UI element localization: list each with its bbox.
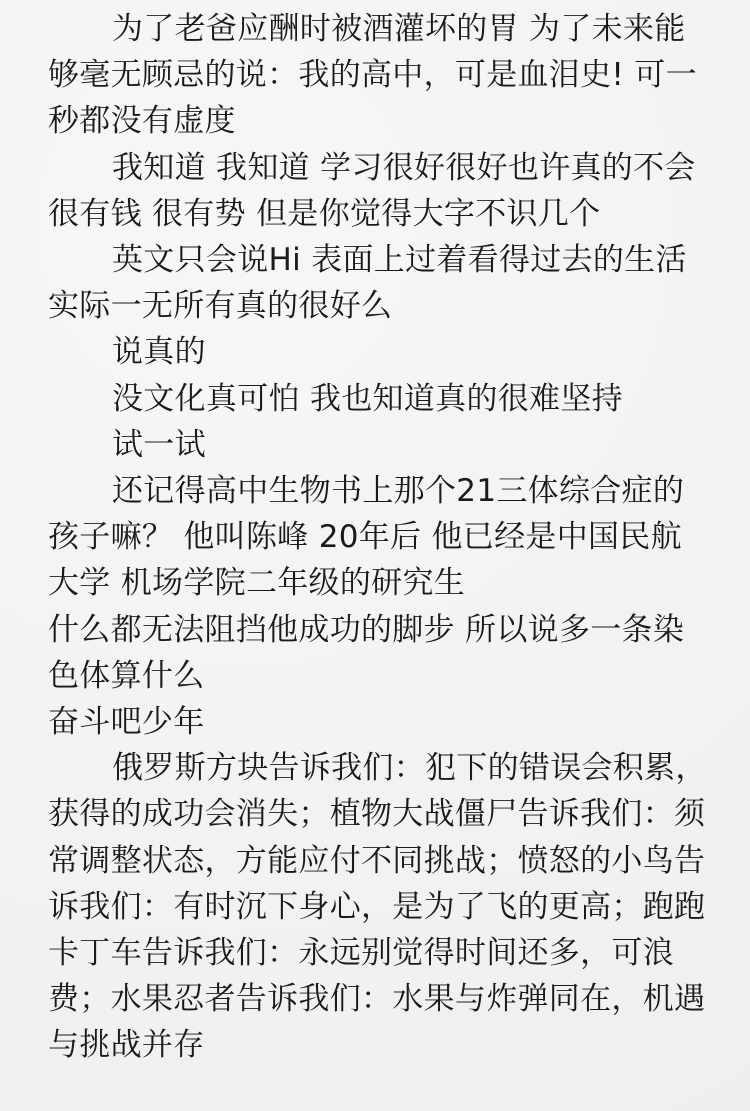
paragraph-no-culture: 没文化真可怕 我也知道真的很难坚持 <box>112 380 623 417</box>
paragraph-biology-book: 还记得高中生物书上那个21三体综合症的孩子嘛？ 他叫陈峰 20年后 他已经是中国民航大学 机场学院二年级的研究生 <box>48 473 685 602</box>
paragraph-i-know: 我知道 我知道 学习很好很好也许真的不会很有钱 很有势 但是你觉得大字不识几个 <box>48 149 696 232</box>
paragraph-strive: 奋斗吧少年 <box>48 704 205 741</box>
paragraph-honestly: 说真的 <box>112 334 206 371</box>
paragraph-nothing-stops: 什么都无法阻挡他成功的脚步 所以说多一条染色体算什么 <box>48 611 685 694</box>
paragraph-only-hi: 英文只会说Hi 表面上过着看得过去的生活 <box>112 242 687 279</box>
paragraph-try: 试一试 <box>112 426 206 463</box>
paragraph-have-nothing: 实际一无所有真的很好么 <box>48 288 393 325</box>
paragraph-games-lessons: 俄罗斯方块告诉我们：犯下的错误会积累，获得的成功会消失；植物大战僵尸告诉我们：须常调整状态，方能应付不同挑战；愤怒的小鸟告诉我们：有时沉下身心，是为了飞的更高；跑跑卡丁车告诉我们：永远别觉得时间还多，可浪费；水果忍者告诉我们：水果与炸弹同在，机遇与挑战并存 <box>48 750 707 1064</box>
paragraph-father-stomach: 为了老爸应酬时被酒灌坏的胃 为了未来能够毫无顾忌的说：我的高中，可是血泪史! 可一秒都没有虚度 <box>48 11 697 140</box>
